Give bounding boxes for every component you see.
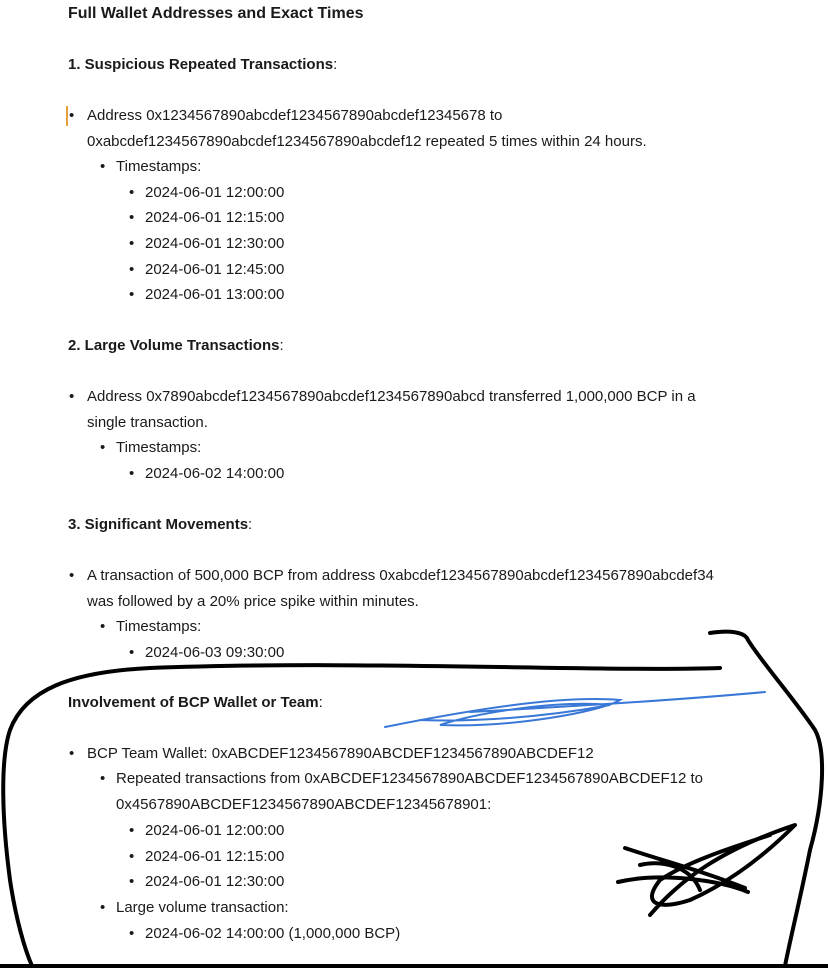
timestamps-label: Timestamps: [116,158,202,175]
bullet-icon: • [100,158,106,175]
bullet-icon: • [129,873,135,890]
timestamp-item: 2024-06-03 09:30:00 [145,644,285,661]
section-heading-colon: : [333,56,338,73]
bullet-icon: • [129,848,135,865]
section-heading-text: 3. Significant Movements [68,516,249,533]
timestamp-item: 2024-06-01 12:15:00 [145,848,285,865]
timestamp-item: 2024-06-01 12:00:00 [145,822,285,839]
timestamp-item: 2024-06-01 12:00:00 [145,184,285,201]
timestamps-label: Timestamps: [116,618,202,635]
document-title: Full Wallet Addresses and Exact Times [68,5,364,22]
timestamp-item: 2024-06-02 14:00:00 [145,465,285,482]
blue-scribble [385,692,765,727]
bullet-text-cont: 0xabcdef1234567890abcdef1234567890abcdef12 repeated 5 times within 24 hours. [87,133,647,150]
section-heading-text: Involvement of BCP Wallet or Team [68,694,319,711]
text-cursor [66,106,68,126]
black-scribble [618,825,795,915]
section-heading [68,515,252,535]
bullet-text-cont: single transaction. [87,414,208,431]
section-heading-colon: : [318,694,323,711]
repeated-transactions-text-cont: 0x4567890ABCDEF1234567890ABCDEF12345678901: [116,796,492,813]
bullet-icon: • [129,925,135,942]
large-volume-item: 2024-06-02 14:00:00 (1,000,000 BCP) [145,925,401,942]
bullet-icon: • [69,567,75,584]
section-heading [68,336,284,356]
section-heading-text: 1. Suspicious Repeated Transactions [68,56,334,73]
bullet-icon: • [100,439,106,456]
section-heading [68,693,323,713]
bullet-icon: • [69,107,75,124]
bullet-icon: • [100,770,106,787]
timestamps-label: Timestamps: [116,439,202,456]
section-heading-text: 2. Large Volume Transactions [68,337,280,354]
bullet-text-cont: was followed by a 20% price spike within minutes. [87,593,419,610]
bullet-text: Address 0x1234567890abcdef1234567890abcdef12345678 to [87,107,503,124]
bullet-icon: • [129,209,135,226]
bullet-icon: • [129,644,135,661]
timestamp-item: 2024-06-01 12:15:00 [145,209,285,226]
bullet-icon: • [100,618,106,635]
bullet-icon: • [129,184,135,201]
bullet-icon: • [129,822,135,839]
bullet-icon: • [129,465,135,482]
bullet-text: Address 0x7890abcdef1234567890abcdef1234567890abcd transferred 1,000,000 BCP in a [87,388,696,405]
timestamp-item: 2024-06-01 12:45:00 [145,261,285,278]
bullet-icon: • [69,388,75,405]
timestamp-item: 2024-06-01 12:30:00 [145,873,285,890]
bullet-icon: • [129,235,135,252]
timestamp-item: 2024-06-01 12:30:00 [145,235,285,252]
section-heading [68,55,337,75]
bullet-icon: • [129,286,135,303]
timestamp-item: 2024-06-01 13:00:00 [145,286,285,303]
team-wallet-text: BCP Team Wallet: 0xABCDEF1234567890ABCDEF1234567890ABCDEF12 [87,745,594,762]
bullet-text: A transaction of 500,000 BCP from address 0xabcdef1234567890abcdef1234567890abcdef34 [87,567,714,584]
section-heading-colon: : [279,337,284,354]
bullet-icon: • [69,745,75,762]
large-volume-label: Large volume transaction: [116,899,289,916]
bullet-icon: • [129,261,135,278]
repeated-transactions-text: Repeated transactions from 0xABCDEF1234567890ABCDEF1234567890ABCDEF12 to [116,770,704,787]
bullet-icon: • [100,899,106,916]
section-heading-colon: : [248,516,253,533]
